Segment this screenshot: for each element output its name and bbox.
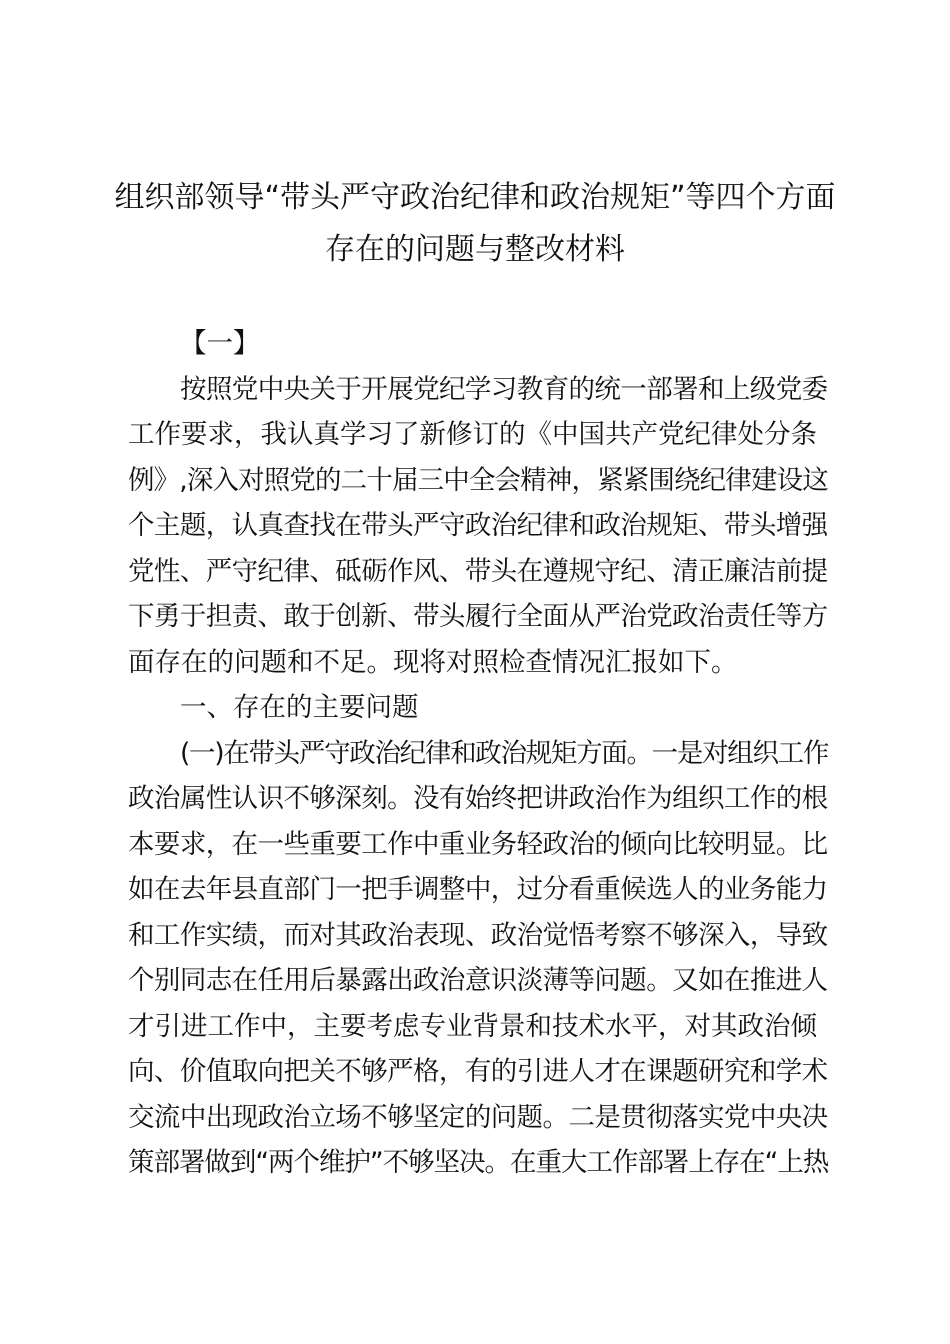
body-line: 按照党中央关于开展党纪学习教育的统一部署和上级党委 [180, 373, 828, 405]
document-body [128, 321, 828, 1186]
body-line: 交流中出现政治立场不够坚定的问题。二是贯彻落实党中央决 [128, 1101, 828, 1133]
body-line: 向、价值取向把关不够严格，有的引进人才在课题研究和学术 [128, 1056, 828, 1087]
body-line: 才引进工作中，主要考虑专业背景和技术水平，对其政治倾 [128, 1010, 817, 1042]
body-line: 例》,深入对照党的二十届三中全会精神，紧紧围绕纪律建设这 [128, 464, 828, 496]
body-line: 【一】 [180, 328, 260, 359]
body-line: 和工作实绩，而对其政治表现、政治觉悟考察不够深入，导致 [128, 919, 828, 951]
body-line: 下勇于担责、敢于创新、带头履行全面从严治党政治责任等方 [128, 601, 828, 632]
body-line: 一、存在的主要问题 [180, 692, 419, 723]
body-line: 如在去年县直部门一把手调整中，过分看重候选人的业务能力 [128, 874, 828, 905]
body-line: 面存在的问题和不足。现将对照检查情况汇报如下。 [128, 646, 738, 678]
body-line: 政治属性认识不够深刻。没有始终把讲政治作为组织工作的根 [128, 783, 828, 814]
document-title-line-2: 存在的问题与整改材料 [325, 232, 625, 267]
body-line: 党性、严守纪律、砥砺作风、带头在遵规守纪、清正廉洁前提 [128, 555, 828, 587]
body-line: 工作要求，我认真学习了新修订的《中国共产党纪律处分条 [128, 419, 817, 450]
document-title-line-1: 组织部领导“带头严守政治纪律和政治规矩”等四个方面 [114, 180, 836, 215]
body-line: (一)在带头严守政治纪律和政治规矩方面。一是对组织工作 [180, 737, 829, 769]
body-line: 个别同志在任用后暴露出政治意识淡薄等问题。又如在推进人 [128, 965, 828, 996]
body-line: 个主题，认真查找在带头严守政治纪律和政治规矩、带头增强 [128, 510, 828, 541]
body-line: 策部署做到“两个维护”不够坚决。在重大工作部署上存在“上热 [128, 1147, 829, 1178]
body-line: 本要求，在一些重要工作中重业务轻政治的倾向比较明显。比 [128, 828, 828, 860]
